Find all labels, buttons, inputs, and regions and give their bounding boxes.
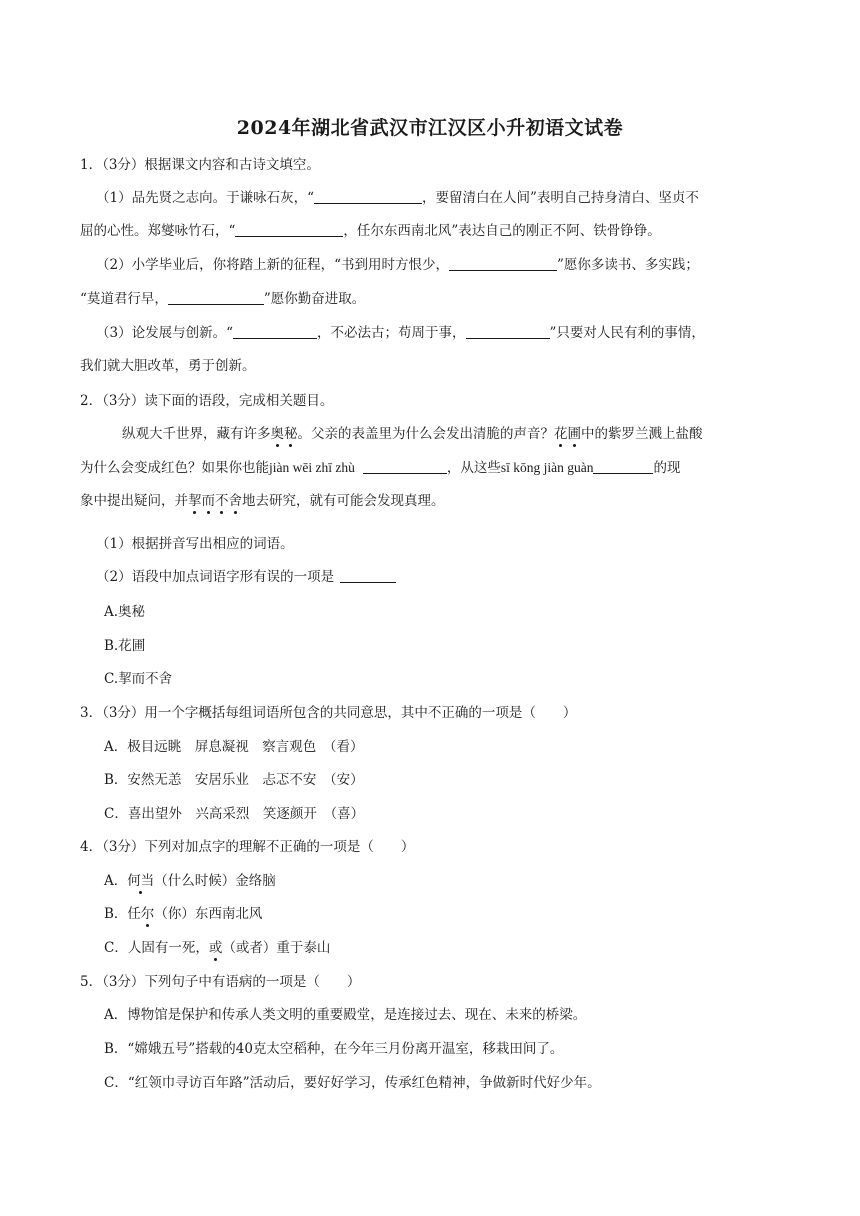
dotted-char: 何当	[127, 873, 155, 889]
q2-text: ，从这些	[446, 460, 501, 476]
question-3-header: 3．（3分）用一个字概括每组词语所包含的共同意思，其中不正确的一项是（ ）	[80, 705, 577, 721]
answer-blank[interactable]	[233, 324, 317, 339]
q4-text: A．	[104, 873, 128, 889]
q1-text: ”愿你多读书、多实践；	[557, 257, 699, 273]
dotted-char: 尔	[140, 906, 155, 922]
dotted-word-2	[554, 426, 581, 442]
q2-text: 象中提出疑问，并	[80, 493, 188, 509]
answer-blank[interactable]	[449, 256, 557, 271]
answer-blank[interactable]	[235, 222, 343, 237]
q1-part1-line2	[80, 222, 661, 240]
dotted-char: 舍	[228, 493, 242, 509]
dotted-char: 圃	[567, 426, 581, 442]
dotted-char: 秘	[284, 426, 298, 442]
q5-option-a[interactable]: A．博物馆是保护和传承人类文明的重要殿堂，是连接过去、现在、未来的桥梁。	[104, 1007, 587, 1023]
pinyin-1: jiàn wēi zhī zhù	[269, 460, 355, 475]
q2-text: 地去研究，就有可能会发现真理。	[242, 493, 445, 509]
question-5-header: 5．（3分）下列句子中有语病的一项是（ ）	[80, 974, 361, 990]
dotted-char: 挈	[188, 493, 202, 509]
q1-part2-line2	[80, 290, 365, 308]
answer-blank[interactable]	[363, 459, 447, 474]
q1-text: （3）论发展与创新。“	[96, 325, 233, 341]
q1-text: ”只要对人民有利的事情，	[549, 325, 705, 341]
q2-sub1: （1）根据拼音写出相应的词语。	[96, 536, 294, 552]
pinyin-2: sī kōng jiàn guàn	[500, 460, 594, 475]
q2-text: 为什么会变成红色？如果你也能	[80, 460, 269, 476]
q1-text: 屈的心性。郑燮咏竹石，“	[80, 223, 236, 239]
q2-option-b[interactable]: B.花圃	[104, 638, 146, 654]
dotted-char: 或	[208, 940, 223, 956]
dotted-char: 不	[215, 493, 229, 509]
q4-text: B．任	[104, 906, 141, 922]
answer-blank[interactable]	[340, 568, 396, 583]
q2-option-c[interactable]: C.挈而不舍	[104, 671, 173, 687]
q1-text: （2）小学毕业后，你将踏上新的征程，“书到用时方恨少，	[96, 257, 449, 273]
q1-part2-line1	[96, 256, 699, 274]
answer-blank[interactable]	[593, 459, 653, 474]
q1-text: ，要留清白在人间”表明自己持身清白、坚贞不	[422, 190, 699, 206]
q1-text: ，任尔东西南北风”表达自己的刚正不阿、铁骨铮铮。	[343, 223, 661, 239]
q4-option-c[interactable]	[104, 939, 330, 957]
dotted-word-3	[188, 493, 242, 509]
q4-text: （或者）重于泰山	[222, 940, 331, 956]
q2-sub2	[96, 568, 396, 586]
q2-option-a[interactable]: A.奥秘	[104, 604, 146, 620]
q3-option-c[interactable]: C．喜出望外 兴高采烈 笑逐颜开 （喜）	[104, 806, 365, 822]
question-2-header: 2．（3分）读下面的语段，完成相关题目。	[80, 393, 334, 409]
q4-option-b[interactable]	[104, 905, 262, 923]
q3-option-a[interactable]: A．极目远眺 屏息凝视 察言观色 （看）	[104, 739, 364, 755]
question-1-header: 1．（3分）根据课文内容和古诗文填空。	[80, 157, 320, 173]
q2-text: 。父亲的表盖里为什么会发出清脆的声音？	[297, 426, 554, 442]
q4-text: （什么时候）金络脑	[154, 873, 276, 889]
q1-part1-line1	[96, 189, 699, 207]
q2-paragraph-line3	[80, 492, 445, 510]
q2-text: 纵观大千世界，藏有许多	[122, 426, 271, 442]
q4-text: C．人固有一死，	[104, 940, 209, 956]
q1-text: （1）品先贤之志向。于谦咏石灰，“	[96, 190, 314, 206]
q2-paragraph-line1	[122, 425, 703, 443]
answer-blank[interactable]	[466, 324, 550, 339]
dotted-char: 而	[201, 493, 215, 509]
q5-option-b[interactable]: B．“嫦娥五号”搭载的40克太空稻种，在今年三月份离开温室，移栽田间了。	[104, 1041, 564, 1057]
q1-part3-line2: 我们就大胆改革，勇于创新。	[80, 358, 256, 374]
q5-option-c[interactable]: C．“红领巾寻访百年路”活动后，要好好学习，传承红色精神，争做新时代好少年。	[104, 1075, 601, 1091]
q3-option-b[interactable]: B．安然无恙 安居乐业 忐忑不安 （安）	[104, 772, 364, 788]
dotted-char: 花	[554, 426, 568, 442]
answer-blank[interactable]	[314, 189, 422, 204]
q2-text: 中的紫罗兰溅上盐酸	[581, 426, 703, 442]
page-title: 2024年湖北省武汉市江汉区小升初语文试卷	[236, 117, 624, 139]
q2-text: 的现	[653, 460, 681, 476]
q1-text: ”愿你勤奋进取。	[263, 291, 366, 307]
q1-part3-line1	[96, 324, 705, 342]
q4-option-a[interactable]	[104, 872, 276, 890]
q2-paragraph-line2	[80, 459, 680, 477]
question-4-header: 4．（3分）下列对加点字的理解不正确的一项是（ ）	[80, 839, 415, 855]
q1-text: “莫道君行早，	[80, 291, 168, 307]
answer-blank[interactable]	[168, 290, 264, 305]
q2-text: （2）语段中加点词语字形有误的一项是	[96, 569, 335, 585]
dotted-word-1	[271, 426, 298, 442]
q1-text: ，不必法古；苟周于事，	[317, 325, 466, 341]
q4-text: （你）东西南北风	[154, 906, 263, 922]
dotted-char: 奥	[270, 426, 284, 442]
